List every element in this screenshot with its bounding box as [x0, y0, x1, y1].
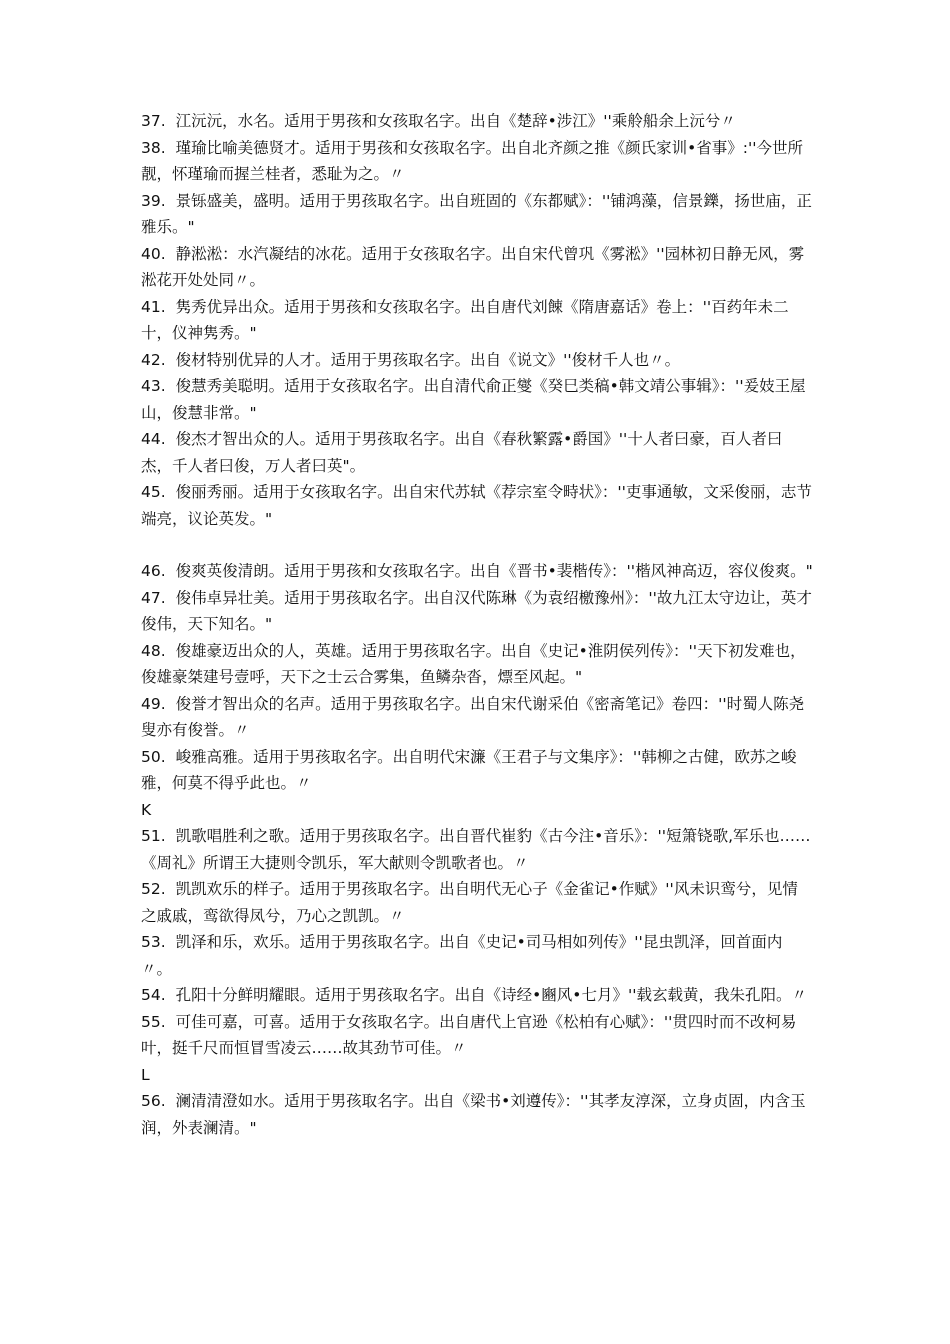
name-entry: [141, 135, 813, 188]
entry-text: 瑾瑜比喻美德贤才。适用于男孩和女孩取名字。出自北齐颜之推《颜氏家训•省事》:''今世所靓，怀瑾瑜而握兰桂者，悉耻为之。〃: [141, 138, 804, 183]
entry-group-46-50: [141, 558, 813, 797]
entry-text: 俊慧秀美聪明。适用于女孩取名字。出自清代俞正燮《癸巳类稿•韩文靖公事辑》：''爰妓王屋山，俊慧非常。": [141, 377, 806, 422]
name-entry: [141, 426, 813, 479]
name-entry: [141, 294, 813, 347]
entry-text: 景铄盛美，盛明。适用于男孩取名字。出自班固的《东都赋》：''铺鸿藻，信景鑠，扬世庙，正雅乐。": [141, 191, 812, 236]
entry-text: 俊材特别优异的人才。适用于男孩取名字。出自《说文》''俊材千人也〃。: [175, 350, 681, 369]
entry-number: 46.: [141, 562, 166, 580]
name-entry: [141, 479, 813, 532]
entry-group-56: [141, 1088, 813, 1141]
name-entry: [141, 982, 813, 1009]
entry-number: 39.: [141, 191, 166, 210]
name-entry: [141, 558, 813, 585]
entry-text: 俊伟卓异壮美。适用于男孩取名字。出自汉代陈琳《为袁绍檄豫州》：''故九江太守边让，英才俊伟，天下知名。": [141, 588, 812, 633]
name-entry: [141, 347, 813, 374]
entry-text: 孔阳十分鲜明耀眼。适用于男孩取名字。出自《诗经•豳风•七月》''载玄载黄，我朱孔阳。〃: [175, 986, 807, 1004]
entry-text: 俊杰才智出众的人。适用于男孩取名字。出自《春秋繁露•爵国》''十人者曰豪，百人者曰杰，千人者曰俊，万人者曰英"。: [141, 430, 783, 475]
entry-number: 44.: [141, 430, 166, 448]
name-entry: [141, 585, 813, 638]
entry-number: 49.: [141, 694, 166, 713]
entry-text: 可佳可嘉，可喜。适用于女孩取名字。出自唐代上官逊《松柏有心赋》：''贯四时而不改柯易叶，挺千尺而恒冒雪凌云……故其劲节可佳。〃: [141, 1012, 797, 1057]
entry-text: 俊誉才智出众的名声。适用于男孩取名字。出自宋代谢采伯《密斋笔记》卷四：''时蜀人陈尧叟亦有俊誉。〃: [141, 694, 805, 739]
entry-number: 53.: [141, 933, 166, 951]
name-entry: [141, 188, 813, 241]
entry-group-37-45: [141, 108, 813, 532]
entry-text: 静淞淞：水汽凝结的冰花。适用于女孩取名字。出自宋代曾巩《雾淞》''园林初日静无风，雾淞花开处处同〃。: [141, 244, 805, 289]
entry-number: 41.: [141, 297, 166, 316]
name-entry: [141, 373, 813, 426]
section-letter-k: K: [141, 800, 152, 819]
entry-text: 隽秀优异出众。适用于男孩和女孩取名字。出自唐代刘餗《隋唐嘉话》卷上：''百药年未二十，仪神隽秀。": [141, 297, 789, 342]
paragraph-gap: [141, 532, 813, 558]
entry-group-51-55: [141, 823, 813, 1062]
entry-text: 俊爽英俊清朗。适用于男孩和女孩取名字。出自《晋书•裴楷传》：''楷风神高迈，容仪俊爽。": [175, 562, 813, 580]
entry-number: 40.: [141, 244, 166, 263]
name-entry: [141, 108, 813, 135]
entry-number: 48.: [141, 641, 166, 660]
entry-text: 凯泽和乐，欢乐。适用于男孩取名字。出自《史记•司马相如列传》''昆虫凯泽，回首面内〃。: [141, 933, 783, 978]
name-list: [141, 108, 813, 1141]
name-entry: [141, 691, 813, 744]
name-entry: [141, 823, 813, 876]
name-entry: [141, 876, 813, 929]
name-entry: [141, 744, 813, 797]
entry-number: 52.: [141, 880, 166, 898]
entry-text: 江沅沅，水名。适用于男孩和女孩取名字。出自《楚辞•涉江》''乘舲船余上沅兮〃: [175, 112, 736, 130]
entry-number: 50.: [141, 747, 166, 766]
name-entry: [141, 1009, 813, 1062]
entry-number: 47.: [141, 588, 166, 607]
entry-text: 凯凯欢乐的样子。适用于男孩取名字。出自明代无心子《金雀记•作赋》''风未识鸾兮，见情之戚戚，鸾欲得凤兮，乃心之凯凯。〃: [141, 880, 798, 925]
name-entry: [141, 1088, 813, 1141]
entry-number: 42.: [141, 350, 166, 369]
entry-number: 38.: [141, 138, 166, 157]
entry-number: 37.: [141, 112, 166, 130]
entry-number: 56.: [141, 1092, 166, 1110]
name-entry: [141, 638, 813, 691]
entry-text: 俊雄豪迈出众的人，英雄。适用于男孩取名字。出自《史记•淮阴侯列传》：''天下初发难也，俊雄豪桀建号壹呼，天下之士云合雾集，鱼鳞杂沓，熛至风起。": [141, 641, 806, 686]
entry-text: 俊丽秀丽。适用于女孩取名字。出自宋代苏轼《荐宗室令畤状》：''吏事通敏，文采俊丽，志节端亮，议论英发。": [141, 483, 812, 528]
entry-number: 45.: [141, 483, 166, 501]
name-entry: [141, 929, 813, 982]
section-letter-l: L: [141, 1065, 150, 1084]
entry-text: 峻雅高雅。适用于男孩取名字。出自明代宋濂《王君子与文集序》：''韩柳之古健，欧苏之峻雅，何莫不得乎此也。〃: [141, 747, 797, 792]
name-entry: [141, 241, 813, 294]
entry-number: 51.: [141, 827, 166, 845]
entry-text: 澜清清澄如水。适用于男孩取名字。出自《梁书•刘遵传》：''其孝友淳深，立身贞固，内含玉润，外表澜清。": [141, 1092, 806, 1137]
entry-number: 55.: [141, 1012, 166, 1031]
entry-number: 43.: [141, 377, 166, 395]
entry-number: 54.: [141, 986, 166, 1004]
entry-text: 凯歌唱胜利之歌。适用于男孩取名字。出自晋代崔豹《古今注•音乐》：''短箫铙歌,军乐也……《周礼》所谓王大捷则令凯乐，军大献则令凯歌者也。〃: [141, 827, 811, 872]
